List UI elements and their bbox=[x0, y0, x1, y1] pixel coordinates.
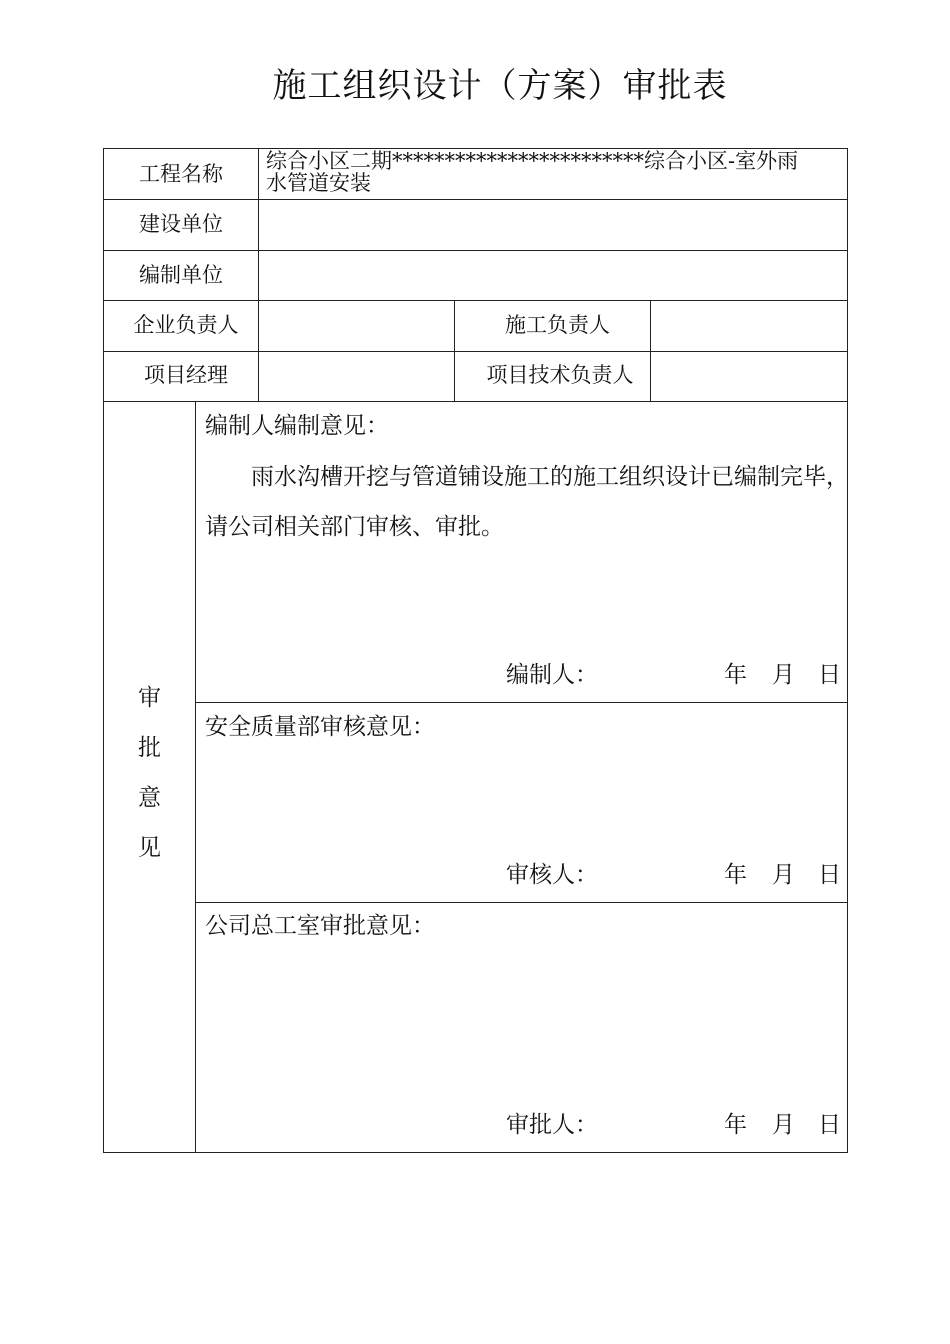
row-divider bbox=[104, 401, 847, 402]
vertical-char: 意 bbox=[138, 785, 161, 811]
safety-sign-label: 审核人： bbox=[506, 862, 598, 888]
project-name-line-1: 综合小区二期************************综合小区-室外雨 bbox=[266, 149, 799, 173]
chief-engineer-date-month: 月 bbox=[772, 1112, 795, 1138]
technical-head-value[interactable] bbox=[658, 362, 843, 386]
project-name-label: 工程名称 bbox=[139, 162, 223, 186]
compiling-unit-value[interactable] bbox=[266, 262, 841, 286]
row-divider bbox=[104, 300, 847, 301]
section-divider bbox=[195, 702, 847, 703]
approval-form bbox=[103, 148, 848, 1153]
construction-head-label: 施工负责人 bbox=[505, 313, 610, 337]
project-manager-value[interactable] bbox=[266, 362, 446, 386]
section-divider bbox=[195, 902, 847, 903]
vertical-char: 见 bbox=[138, 835, 161, 861]
compiler-opinion-heading: 编制人编制意见： bbox=[205, 413, 389, 439]
construction-unit-label: 建设单位 bbox=[139, 212, 223, 236]
row-divider bbox=[104, 250, 847, 251]
row-divider bbox=[104, 351, 847, 352]
safety-date-year: 年 bbox=[724, 862, 747, 888]
enterprise-head-label: 企业负责人 bbox=[133, 313, 239, 337]
chief-engineer-opinion-heading: 公司总工室审批意见： bbox=[205, 913, 435, 939]
project-manager-label: 项目经理 bbox=[144, 363, 228, 387]
compiler-opinion-body-line-1: 雨水沟槽开挖与管道铺设施工的施工组织设计已编制完毕， bbox=[251, 464, 849, 490]
safety-date-month: 月 bbox=[772, 862, 795, 888]
construction-unit-value[interactable] bbox=[266, 211, 841, 235]
safety-date-day: 日 bbox=[818, 862, 841, 888]
chief-engineer-date-year: 年 bbox=[724, 1112, 747, 1138]
approval-opinion-vertical-label bbox=[104, 402, 195, 1153]
project-name-line-2: 水管道安装 bbox=[266, 171, 371, 195]
row-divider bbox=[104, 199, 847, 200]
page-title: 施工组织设计（方案）审批表 bbox=[272, 66, 728, 106]
safety-opinion-heading: 安全质量部审核意见： bbox=[205, 714, 435, 740]
compiler-date-month: 月 bbox=[772, 662, 795, 688]
project-name-value bbox=[266, 150, 846, 194]
compiler-sign-label: 编制人： bbox=[506, 662, 598, 688]
compiler-date-day: 日 bbox=[818, 662, 841, 688]
compiling-unit-label: 编制单位 bbox=[139, 263, 223, 287]
chief-engineer-sign-label: 审批人： bbox=[506, 1112, 598, 1138]
technical-head-label: 项目技术负责人 bbox=[486, 363, 634, 387]
vertical-char: 审 bbox=[138, 685, 161, 711]
enterprise-head-value[interactable] bbox=[266, 312, 446, 336]
vertical-char: 批 bbox=[138, 735, 161, 761]
construction-head-value[interactable] bbox=[658, 312, 843, 336]
chief-engineer-date-day: 日 bbox=[818, 1112, 841, 1138]
compiler-date-year: 年 bbox=[724, 662, 747, 688]
approval-label-divider bbox=[195, 401, 196, 1152]
compiler-opinion-body-line-2: 请公司相关部门审核、审批。 bbox=[205, 514, 504, 540]
